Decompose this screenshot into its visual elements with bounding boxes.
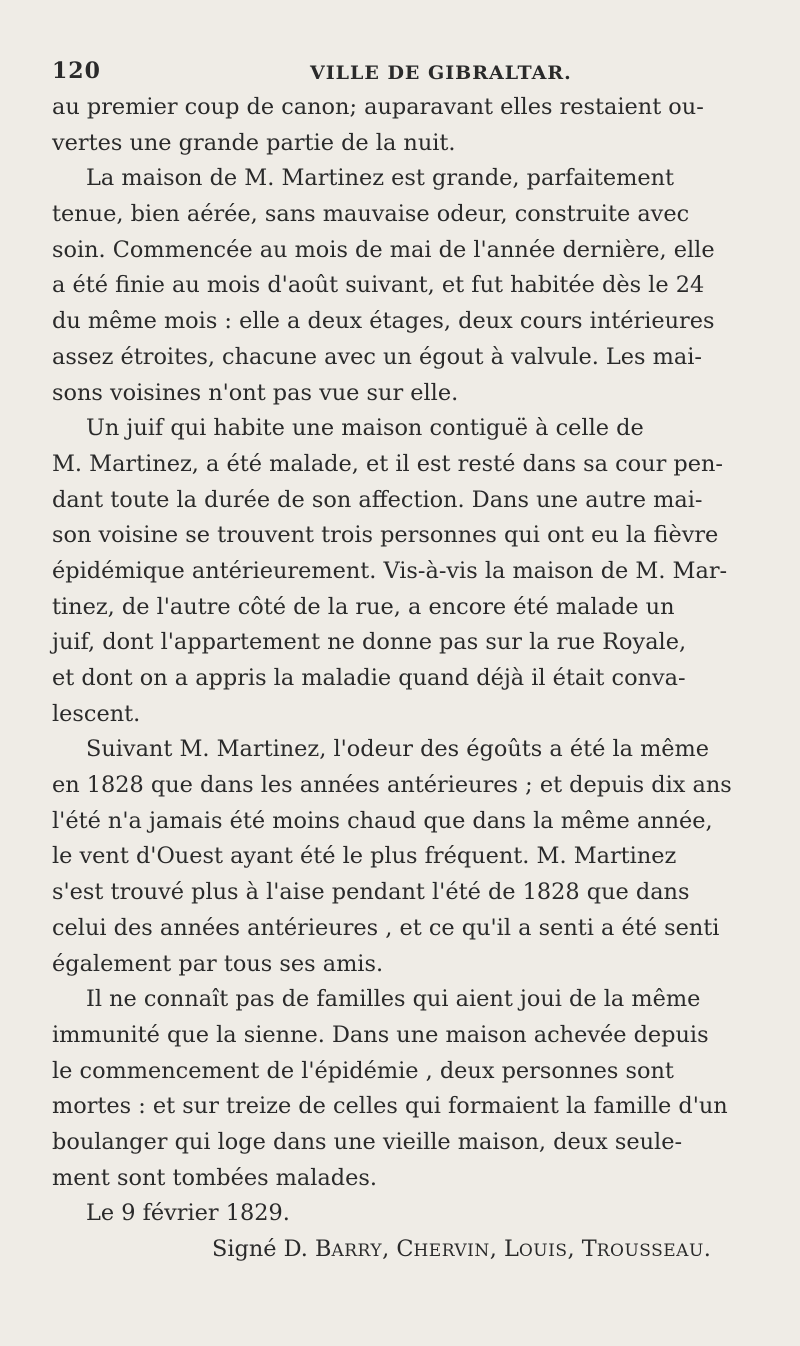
text-line: et dont on a appris la maladie quand déjà il était conva- (52, 665, 686, 691)
text-line: Le 9 février 1829. (86, 1200, 290, 1227)
body-text (52, 90, 798, 1268)
text-line: La maison de M. Martinez est grande, parfaitement (86, 165, 674, 192)
text-line: du même mois : elle a deux étages, deux cours intérieures (52, 308, 715, 335)
text-line: épidémique antérieurement. Vis-à-vis la maison de M. Mar- (52, 557, 728, 584)
signature-name-louis: LOUIS, (504, 1236, 582, 1262)
text-line: son voisine se trouvent trois personnes qui ont eu la fièvre (52, 522, 719, 549)
text-line: au premier coup de canon; auparavant elles restaient ou- (52, 94, 704, 120)
text-line: soin. Commencée au mois de mai de l'année dernière, elle (52, 236, 715, 263)
text-line: vertes une grande partie de la nuit. (52, 129, 456, 156)
signature-prefix: Signé D. (212, 1236, 316, 1262)
text-line: juif, dont l'appartement ne donne pas sur la rue Royale, (52, 629, 687, 656)
text-line: assez étroites, chacune avec un égout à valvule. Les mai- (52, 343, 702, 370)
text-line: a été finie au mois d'août suivant, et fut habitée dès le 24 (52, 272, 705, 299)
text-line: sons voisines n'ont pas vue sur elle. (52, 379, 459, 406)
running-title: VILLE DE GIBRALTAR. (310, 62, 572, 84)
text-line: immunité que la sienne. Dans une maison achevée depuis (52, 1021, 709, 1048)
text-line: Suivant M. Martinez, l'odeur des égoûts a été la même (86, 736, 710, 763)
text-line: s'est trouvé plus à l'aise pendant l'été de 1828 que dans (52, 879, 690, 906)
text-line: celui des années antérieures , et ce qu'il a senti a été senti (52, 914, 720, 941)
text-line: en 1828 que dans les années antérieures ; et depuis dix ans (52, 772, 732, 799)
text-line: Il ne connaît pas de familles qui aient joui de la même (86, 986, 701, 1013)
text-line: Un juif qui habite une maison contiguë à celle de (86, 415, 644, 442)
text-line: également par tous ses amis. (52, 950, 384, 977)
text-line: ment sont tombées malades. (52, 1164, 377, 1191)
text-line: l'été n'a jamais été moins chaud que dans la même année, (52, 807, 713, 834)
signature-line (52, 1232, 798, 1268)
text-line: dant toute la durée de son affection. Dans une autre mai- (52, 486, 703, 513)
text-line: tinez, de l'autre côté de la rue, a encore été malade un (52, 593, 675, 620)
signature-name-barry: BARRY, (315, 1236, 397, 1262)
text-line: boulanger qui loge dans une vieille maison, deux seule- (52, 1128, 683, 1155)
page-number: 120 (52, 58, 101, 84)
signature-name-chervin: CHERVIN, (396, 1236, 504, 1262)
text-line: le commencement de l'épidémie , deux personnes sont (52, 1057, 674, 1084)
text-line: tenue, bien aérée, sans mauvaise odeur, construite avec (52, 201, 690, 228)
signature-name-trousseau: TROUSSEAU. (581, 1236, 711, 1262)
text-line: lescent. (52, 700, 141, 727)
text-line: le vent d'Ouest ayant été le plus fréquent. M. Martinez (52, 843, 677, 870)
text-line: M. Martinez, a été malade, et il est resté dans sa cour pen- (52, 450, 723, 477)
text-line: mortes : et sur treize de celles qui formaient la famille d'un (52, 1093, 728, 1120)
